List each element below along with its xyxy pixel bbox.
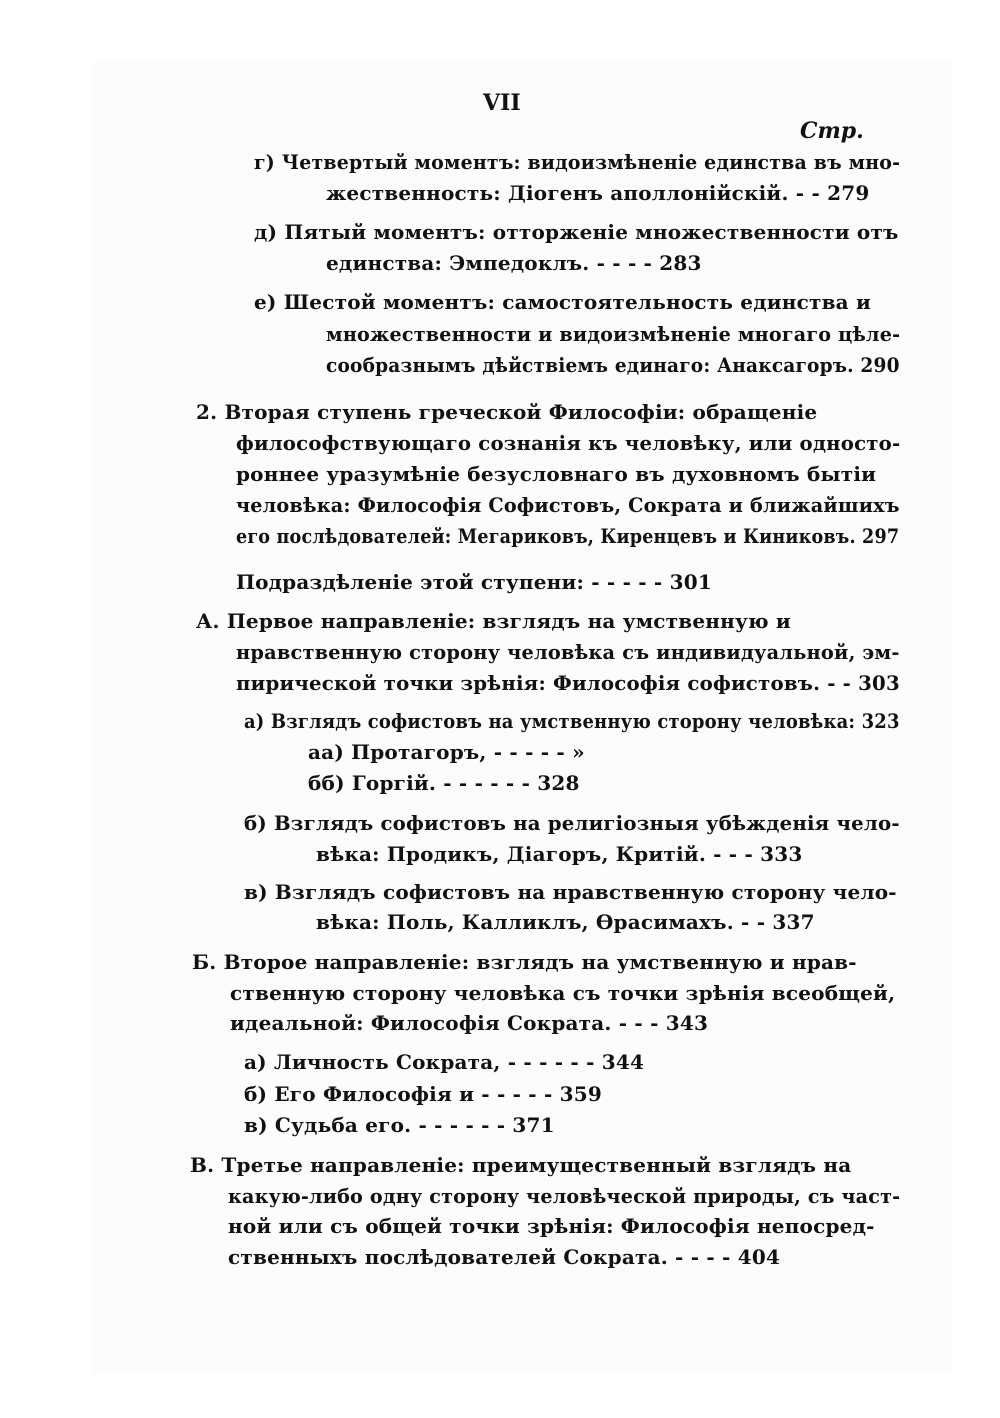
toc-line: В. Третье направленіе: преимущественный взглядъ на (190, 1153, 852, 1177)
toc-line: человѣка: Философія Софистовъ, Сократа и ближайшихъ (236, 493, 900, 517)
toc-line: бб) Горгій. - - - - - - 328 (308, 771, 580, 795)
toc-line: аа) Протагоръ, - - - - - » (308, 740, 585, 764)
toc-line: ственную сторону человѣка съ точки зрѣнія всеобщей, (230, 981, 896, 1005)
toc-line: жественность: Діогенъ аполлонійскій. - - 279 (326, 181, 870, 205)
toc-line: роннее уразумѣніе безусловнаго въ духовномъ бытіи (236, 462, 877, 486)
page-column-label: Стр. (800, 118, 864, 144)
toc-line: пирической точки зрѣнія: Философія софистовъ. - - 303 (236, 671, 900, 695)
toc-line: а) Взглядъ софистовъ на умственную сторону человѣка: 323 (244, 709, 900, 733)
toc-line: идеальной: Философія Сократа. - - - 343 (230, 1011, 709, 1035)
toc-line: его послѣдователей: Мегариковъ, Киренцевъ и Киниковъ. 297 (236, 524, 900, 548)
toc-line: множественности и видоизмѣненіе многаго цѣле- (326, 322, 901, 346)
toc-line: в) Взглядъ софистовъ на нравственную сторону чело- (244, 880, 897, 904)
toc-line: б) Взглядъ софистовъ на религіозныя убѣжденія чело- (244, 811, 900, 835)
toc-line: ственныхъ послѣдователей Сократа. - - - - 404 (228, 1245, 781, 1269)
toc-line: 2. Вторая ступень греческой Философіи: обращеніе (196, 400, 818, 424)
toc-line: ной или съ общей точки зрѣнія: Философія непосред- (228, 1214, 875, 1238)
toc-line: Подраздѣленіе этой ступени: - - - - - 301 (236, 570, 712, 594)
toc-line: вѣка: Продикъ, Діагоръ, Критій. - - - 333 (316, 842, 803, 866)
toc-line: какую-либо одну сторону человѣческой природы, съ част- (228, 1184, 901, 1208)
toc-line: е) Шестой моментъ: самостоятельность единства и (254, 290, 872, 314)
toc-line: Б. Второе направленіе: взглядъ на умственную и нрав- (192, 950, 857, 974)
toc-line: д) Пятый моментъ: отторженіе множественности отъ (254, 220, 899, 244)
toc-line: в) Судьба его. - - - - - - 371 (244, 1113, 555, 1137)
toc-line: г) Четвертый моментъ: видоизмѣненіе единства въ мно- (254, 150, 901, 174)
page-number: VII (483, 90, 521, 116)
toc-line: философствующаго сознанія къ человѣку, или односто- (236, 431, 901, 455)
toc-line: сообразнымъ дѣйствіемъ единаго: Анаксагоръ. 290 (326, 353, 900, 377)
toc-line: б) Его Философія и - - - - - 359 (244, 1082, 602, 1106)
toc-line: А. Первое направленіе: взглядъ на умственную и (196, 609, 791, 633)
toc-line: вѣка: Поль, Калликлъ, Ѳрасимахъ. - - 337 (316, 910, 815, 934)
toc-line: а) Личность Сократа, - - - - - - 344 (244, 1050, 645, 1074)
toc-line: нравственную сторону человѣка съ индивидуальной, эм- (236, 640, 900, 664)
toc-line: единства: Эмпедоклъ. - - - - 283 (326, 251, 702, 275)
